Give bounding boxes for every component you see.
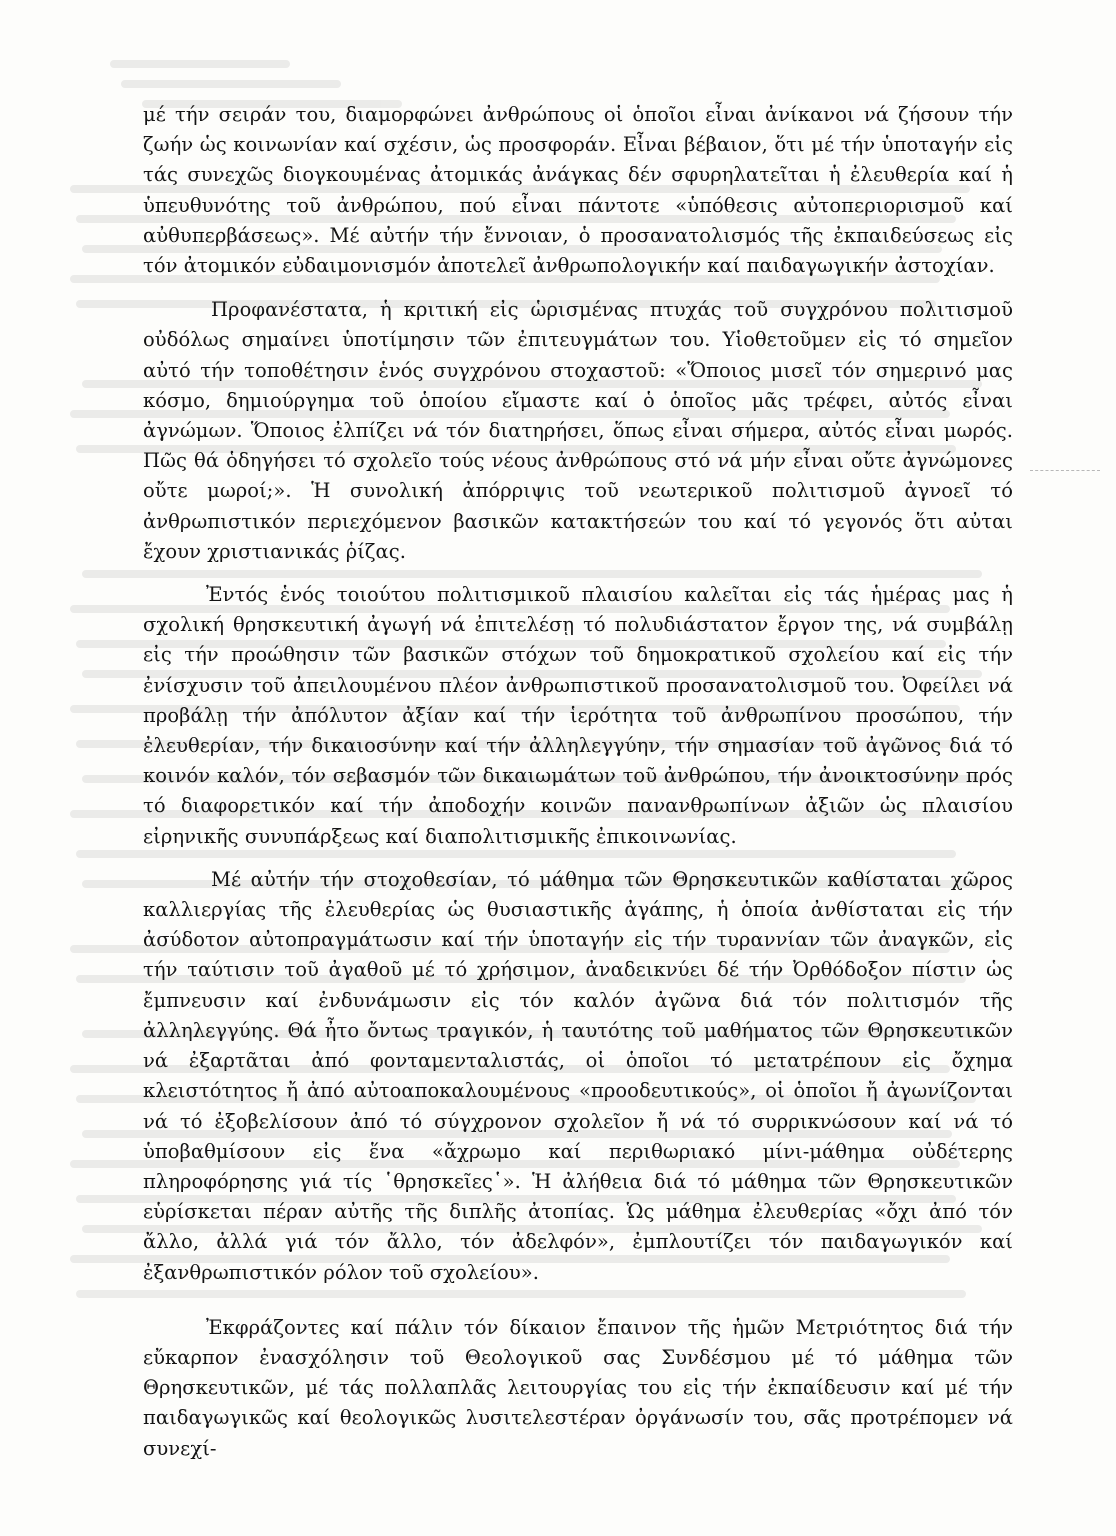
paragraph-5: Ἐκφράζοντες καί πάλιν τόν δίκαιον ἔπαινον τῆς ἡμῶν Μετριότητος διά τήν εὔκαρπον ἐνασχόλησιν τοῦ Θεολογικοῦ σας Συνδέσμου μέ τό μάθημα τῶν Θρησκευτικῶν, μέ τάς πολλαπλᾶς λειτουργίας του εἰς τήν ἐκπαίδευσιν καί μέ τήν παιδαγωγικῶς καί θεολογικῶς λυσιτελεστέραν ὀργάνωσίν του, σᾶς προτρέπομεν νά συνεχί-	[143, 1315, 1013, 1460]
paragraph-2: Προφανέστατα, ἡ κριτική εἰς ὡρισμένας πτυχάς τοῦ συγχρόνου πολιτισμοῦ οὐδόλως σημαίνει ὑποτίμησιν τῶν ἐπιτευγμάτων του. Υἱοθετοῦμεν εἰς τό σημεῖον αὐτό τήν τοποθέτησιν ἑνός συγχρόνου στοχαστοῦ: «Ὅποιος μισεῖ τόν σημερινό μας κόσμο, δημιούργημα τοῦ ὁποίου εἴμαστε καί ὁ ὁποῖος μᾶς τρέφει, αὐτός εἶναι ἀγνώμων. Ὅποιος ἐλπίζει νά τόν διατηρήσει, ὅπως εἶναι σήμερα, αὐτός εἶναι μωρός. Πῶς θά ὁδηγήσει τό σχολεῖο τούς νέους ἀνθρώπους στό νά μήν εἶναι οὔτε ἀγνώμονες οὔτε μωροί;». Ἡ συνολική ἀπόρριψις τοῦ νεωτερικοῦ πολιτισμοῦ ἀγνοεῖ τό ἀνθρωπιστικόν περιεχόμενον βασικῶν κατακτήσεών του καί τό γεγονός ὅτι αὐται ἔχουν χριστιανικάς ῥίζας.	[143, 298, 1013, 563]
show-through-line	[121, 80, 341, 88]
body-text	[143, 100, 1013, 1464]
paragraph-3: Ἐντός ἑνός τοιούτου πολιτισμικοῦ πλαισίου καλεῖται εἰς τάς ἡμέρας μας ἡ σχολική θρησκευτική ἀγωγή νά ἐπιτελέσῃ τό πολυδιάστατον ἔργον της, νά συμβάλῃ εἰς τήν προώθησιν τῶν βασικῶν στόχων τοῦ δημοκρατικοῦ σχολείου καί εἰς τήν ἐνίσχυσιν τοῦ ἀπειλουμένου πλέον ἀνθρωπιστικοῦ προσανατολισμοῦ του. Ὀφείλει νά προβάλῃ τήν ἀπόλυτον ἀξίαν καί τήν ἱερότητα τοῦ ἀνθρωπίνου προσώπου, τήν ἐλευθερίαν, τήν δικαιοσύνην καί τήν ἀλληλεγγύην, τήν σημασίαν τοῦ ἀγῶνος διά τό κοινόν καλόν, τόν σεβασμόν τῶν δικαιωμάτων τοῦ ἀνθρώπου, τήν ἀνοικτοσύνην πρός τό διαφορετικόν καί τήν ἀποδοχήν κοινῶν πανανθρωπίνων ἀξιῶν ὡς πλαισίου εἰρηνικῆς συνυπάρξεως καί διαπολιτισμικῆς ἐπικοινωνίας.	[143, 583, 1013, 848]
paper-crease	[1030, 470, 1100, 472]
paragraph-1: μέ τήν σειράν του, διαμορφώνει ἀνθρώπους οἱ ὁποῖοι εἶναι ἀνίκανοι νά ζήσουν τήν ζωήν ὡς κοινωνίαν καί σχέσιν, ὡς προσφοράν. Εἶναι βέβαιον, ὅτι μέ τήν ὑποταγήν εἰς τάς συνεχῶς διογκουμένας ἀτομικάς ἀνάγκας δέν σφυρηλατεῖται ἡ ἐλευθερία καί ἡ ὑπευθυνότης τοῦ ἀνθρώπου, πού εἶναι πάντοτε «ὑπόθεσις αὐτοπεριορισμοῦ καί αὐθυπερβάσεως». Μέ αὐτήν τήν ἔννοιαν, ὁ προσανατολισμός τῆς ἐκπαιδεύσεως εἰς τόν ἀτομικόν εὐδαιμονισμόν ἀποτελεῖ ἀνθρωπολογικήν καί παιδαγωγικήν ἀστοχίαν.	[143, 103, 1013, 278]
show-through-line	[110, 60, 290, 68]
paragraph-4: Μέ αὐτήν τήν στοχοθεσίαν, τό μάθημα τῶν Θρησκευτικῶν καθίσταται χῶρος καλλιεργίας τῆς ἐλευθερίας ὡς θυσιαστικῆς ἀγάπης, ἡ ὁποία ἀνθίσταται εἰς τήν ἀσύδοτον αὐτοπραγμάτωσιν καί τήν ὑποταγήν εἰς τήν τυραννίαν τῶν ἀναγκῶν, εἰς τήν ταύτισιν τοῦ ἀγαθοῦ μέ τό χρήσιμον, ἀναδεικνύει δέ τήν Ὀρθόδοξον πίστιν ὡς ἔμπνευσιν καί ἐνδυνάμωσιν εἰς τόν καλόν ἀγῶνα διά τόν πολιτισμόν τῆς ἀλληλεγγύης. Θά ἦτο ὄντως τραγικόν, ἡ ταυτότης τοῦ μαθήματος τῶν Θρησκευτικῶν νά ἐξαρτᾶται ἀπό φονταμενταλιστάς, οἱ ὁποῖοι τό μετατρέπουν εἰς ὄχημα κλειστότητος ἤ ἀπό αὐτοαποκαλουμένους «προοδευτικούς», οἱ ὁποῖοι ἤ ἀγωνίζονται νά τό ἐξοβελίσουν ἀπό τό σύγχρονον σχολεῖον ἤ νά τό συρρικνώσουν καί νά τό ὑποβαθμίσουν εἰς ἕνα «ἄχρωμο καί περιθωριακό μίνι-μάθημα οὐδέτερης πληροφόρησης γιά τίς ῾θρησκεῖες῾». Ἡ ἀλήθεια διά τό μάθημα τῶν Θρησκευτικῶν εὑρίσκεται πέραν αὐτῆς τῆς διπλῆς ἀτοπίας. Ὡς μάθημα ἐλευθερίας «ὄχι ἀπό τόν ἄλλο, ἀλλά γιά τόν ἄλλο, τόν ἀδελφόν», ἐμπλουτίζει τόν παιδαγωγικόν καί ἐξανθρωπιστικόν ρόλον τοῦ σχολείου».	[143, 867, 1013, 1284]
